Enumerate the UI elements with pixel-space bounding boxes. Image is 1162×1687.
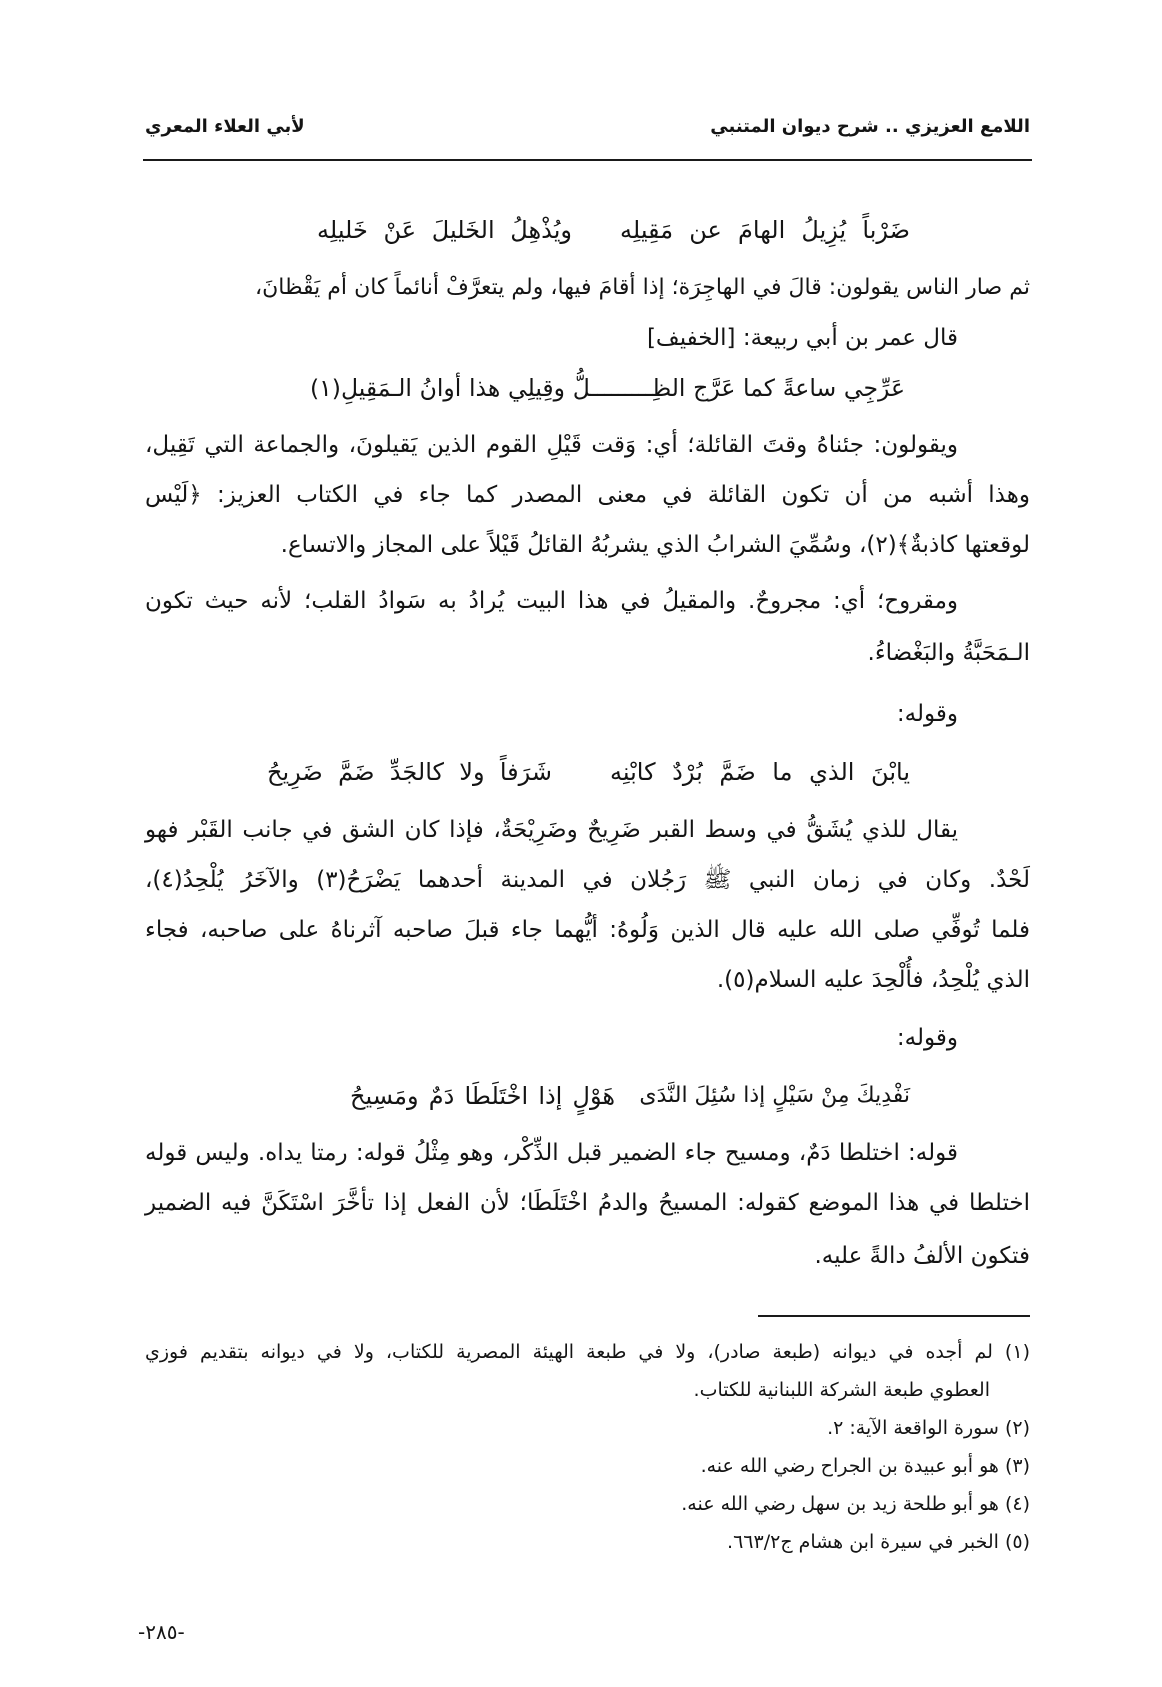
verse-1-second-hemistich: ويُذْهِلُ الخَليلَ عَنْ خَليلِه xyxy=(317,216,572,244)
verse-intro: وقوله: xyxy=(896,701,958,727)
running-title: اللامع العزيزي .. شرح ديوان المتنبي xyxy=(710,116,1030,137)
footnote-line: (٣) هو أبو عبيدة بن الجراح رضي الله عنه. xyxy=(700,1455,1030,1477)
body-line: يقال للذي يُشَقُّ في وسط القبر ضَرِيحٌ وضَرِيْحَةٌ، فإذا كان الشق في جانب القَبْر فهو xyxy=(145,817,958,843)
body-line: وهذا أشبه من أن تكون القائلة في معنى المصدر كما جاء في الكتاب العزيز: ﴿لَيْس xyxy=(145,482,1030,508)
body-line: ويقولون: جئناهُ وقتَ القائلة؛ أي: وَقت قَيْلِ القوم الذين يَقيلونَ، والجماعة التي تَقِيل، xyxy=(145,432,958,458)
page-number: -٢٨٥- xyxy=(138,1620,185,1644)
body-line: فتكون الألفُ دالةً عليه. xyxy=(814,1243,1030,1269)
footnote-line: (٢) سورة الواقعة الآية: ٢. xyxy=(827,1417,1030,1439)
footnote-rule xyxy=(758,1315,1030,1317)
verse-3-first-hemistich: يابْنَ الذي ما ضَمَّ بُرْدٌ كابْنِه xyxy=(610,758,910,786)
verse-3-second-hemistich: شَرَفاً ولا كالجَدِّ ضَمَّ ضَرِيحُ xyxy=(267,758,552,786)
body-line: الـمَحَبَّةُ والبَغْضاءُ. xyxy=(867,640,1030,666)
body-line: ثم صار الناس يقولون: قالَ في الهاجِرَة؛ إذا أقامَ فيها، ولم يتعرَّفْ أنائماً كان أم يَقْظانَ، xyxy=(255,275,1030,300)
body-line: قوله: اختلطا دَمٌ، ومسيح جاء الضمير قبل الذِّكْر، وهو مِثْلُ قوله: رمتا يداه. وليس قوله xyxy=(145,1140,958,1166)
body-line: ومقروح؛ أي: مجروحٌ. والمقيلُ في هذا البيت يُرادُ به سَوادُ القلب؛ لأنه حيث تكون xyxy=(145,588,958,614)
body-line: لَحْدٌ. وكان في زمان النبي ﷺ رَجُلان في المدينة أحدهما يَضْرَحُ(٣) والآخَرُ يُلْحِدُ(٤)، xyxy=(145,867,1031,893)
body-line: لوقعتها كاذبةٌ﴾(٢)، وسُمِّيَ الشرابُ الذي يشربُهُ القائلُ قَيْلاً على المجاز والاتساع. xyxy=(280,532,1030,558)
verse-4-second-hemistich: هَوْلٍ إذا اخْتَلَطَا دَمٌ ومَسِيحُ xyxy=(350,1082,615,1110)
body-line: قال عمر بن أبي ربيعة: [الخفيف] xyxy=(646,325,958,351)
footnote-line: (٥) الخبر في سيرة ابن هشام ج٢‏/‏٦٦٣. xyxy=(727,1531,1030,1553)
body-line: اختلطا في هذا الموضع كقوله: المسيحُ والدمُ اخْتَلَطَا؛ لأن الفعل إذا تأخَّرَ اسْتَكَنَّ فيه الضمير xyxy=(145,1190,1030,1216)
verse-intro: وقوله: xyxy=(896,1025,958,1051)
footnote-line: (٤) هو أبو طلحة زيد بن سهل رضي الله عنه. xyxy=(681,1493,1030,1515)
author-name: لأبي العلاء المعري xyxy=(145,116,305,137)
footnote-line: (١) لم أجده في ديوانه (طبعة صادر)، ولا في طبعة الهيئة المصرية للكتاب، ولا في ديوانه بتقديم فوزي xyxy=(145,1341,1030,1363)
body-line: الذي يُلْحِدُ، فأُلْحِدَ عليه السلام(٥). xyxy=(716,967,1030,993)
verse-1-first-hemistich: ضَرْباً يُزِيلُ الهامَ عن مَقِيلِه xyxy=(620,216,910,244)
body-line: فلما تُوفِّي صلى الله عليه قال الذين وَلُوهُ: أيُّهما جاء قبلَ صاحبه آثرناهُ على صاحبه، فجاء xyxy=(145,917,1030,943)
verse-2: عَرِّجِي ساعةً كما عَرَّج الظِـــــــــلُّ وقِيلِي هذا أوانُ الـمَقِيلِ(١) xyxy=(310,374,905,402)
verse-4-first-hemistich: نَفْدِيكَ مِنْ سَيْلٍ إذا سُئِلَ النَّدَى xyxy=(639,1083,910,1108)
footnote-line: العطوي طبعة الشركة اللبنانية للكتاب. xyxy=(693,1379,990,1401)
header-rule xyxy=(143,159,1032,161)
